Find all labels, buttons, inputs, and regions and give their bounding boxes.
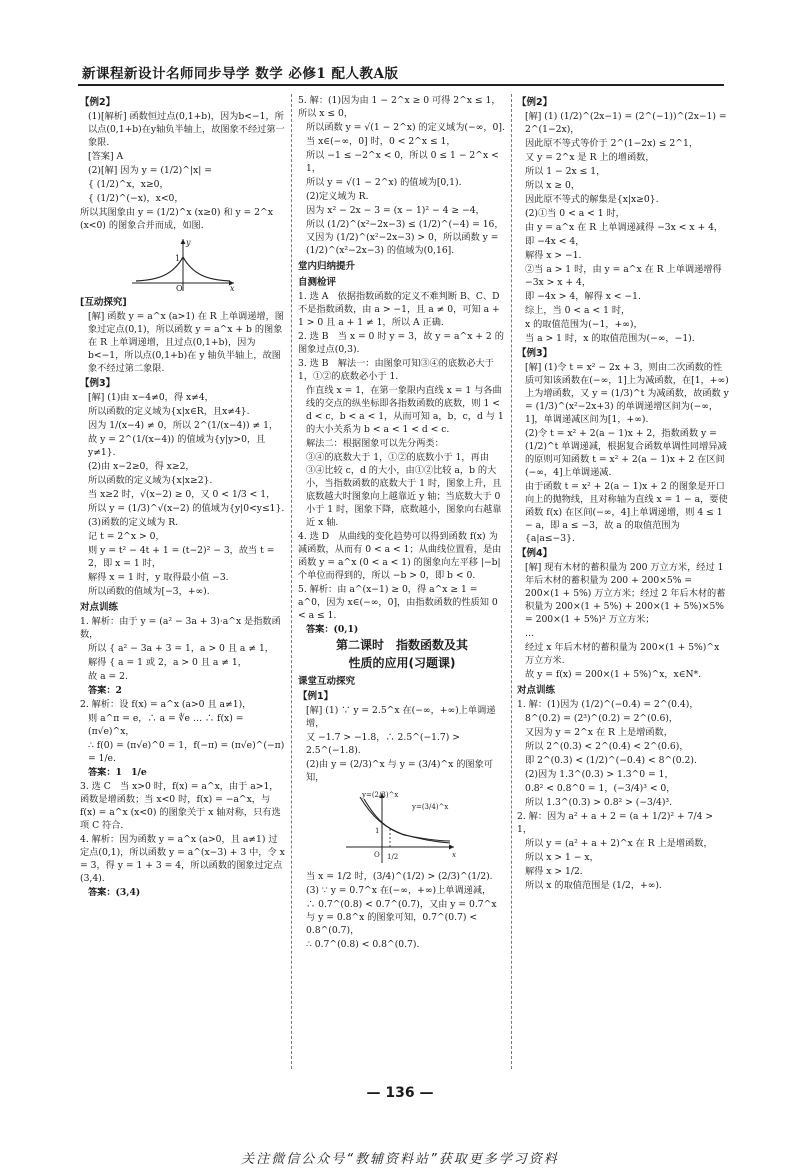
svg-text:y: y bbox=[186, 238, 191, 247]
text-line: [答案] A bbox=[88, 151, 124, 162]
svg-text:y=(3/4)^x: y=(3/4)^x bbox=[412, 803, 449, 811]
text-line: ③④的底数大于 1，①②的底数小于 1，再由③④比较 c，d 的大小，由①②比较 a，b 的大小，当指数函数的底数大于 1 时，图象上升，且底数越大时图象向上越靠近 y 轴；当底数大于 0 小于 1 时，图象下降，底数越小，图象向右越靠近 x 轴. bbox=[306, 452, 502, 528]
column-divider bbox=[511, 94, 512, 1069]
text-line: 所以其图象由 y = (1/2)^x (x≥0) 和 y = 2^x (x<0) 的图象合并而成，如图. bbox=[80, 207, 273, 231]
text-line: 1. 解析：由于 y = (a² − 3a + 3)·a^x 是指数函数， bbox=[80, 616, 281, 640]
column-1 bbox=[80, 94, 286, 1069]
text-line: (3)函数的定义域为 R. bbox=[88, 517, 179, 528]
text-line: (2)[解] 因为 y = (1/2)^|x| = bbox=[88, 165, 212, 176]
text-line: 故 a = 2. bbox=[88, 671, 128, 682]
text-line: 由于函数 t = x² + 2(a − 1)x + 2 的图象是开口向上的抛物线，且对称轴为直线 x = 1 − a，要使函数 f(x) 在区间(−∞，4]上单调递增，则 4 ≤ 1 − a，即 a ≤ −3，故 a 的取值范围为{a|a≤−3}. bbox=[525, 481, 728, 544]
text-line: 2. 解析：设 f(x) = a^x (a>0 且 a≠1)， bbox=[80, 699, 252, 710]
text-line: (3) ∵ y = 0.7^x 在(−∞，+∞)上单调递减， bbox=[306, 885, 492, 896]
svg-text:y=(2/3)^x: y=(2/3)^x bbox=[362, 791, 399, 799]
text-line: [解] (1)令 t = x² − 2x + 3，则由二次函数的性质可知该函数在(−∞，1]上为减函数，在[1，+∞)上为增函数，又 y = (1/3)^t 为减函数，故函数 y = (1/3)^(x²−2x+3) 的单调递增区间为(−∞，1]，单调递减区间为[1，+∞). bbox=[525, 362, 729, 425]
example-heading: 【例3】 bbox=[80, 378, 116, 389]
text-line: 所以 y = √(1 − 2^x) 的值域为[0,1). bbox=[306, 177, 462, 188]
page-header: 新课程新设计名师同步导学 数学 必修1 配人教A版 bbox=[82, 66, 399, 82]
text-line: { (1/2)^(−x)，x<0， bbox=[88, 193, 184, 204]
example-heading: 【例4】 bbox=[517, 548, 553, 559]
text-line: 1. 选 A 依据指数函数的定义不难判断 B、C、D 不是指数函数，由 a > −1，且 a ≠ 0，可知 a + 1 > 0 且 a + 1 ≠ 1，所以 A 正确. bbox=[298, 291, 500, 328]
header-rule bbox=[78, 84, 724, 86]
text-line: 当 x = 1/2 时，(3/4)^(1/2) > (2/3)^(1/2). bbox=[306, 871, 493, 882]
text-line: 解得 x > 1/2. bbox=[525, 866, 583, 877]
text-line: 所以 y = (a² + a + 2)^x 在 R 上是增函数， bbox=[525, 838, 713, 849]
svg-text:O: O bbox=[176, 284, 183, 293]
text-line: [解] (1) (1/2)^(2x−1) = (2^(−1))^(2x−1) = 2^(1−2x)， bbox=[525, 111, 727, 135]
text-line: 4. 选 D 从曲线的变化趋势可以得到函数 f(x) 为减函数，从而有 0 < a < 1；从曲线位置看，是由函数 y = a^x (0 < a < 1) 的图象向左平移 |−b| 个单位而得到的，所以 −b > 0，即 b < 0. bbox=[298, 531, 502, 581]
text-line: [解] (1)由 x−4≠0，得 x≠4， bbox=[88, 392, 214, 403]
text-line: 5. 解析：由 a^(x−1) ≥ 0，得 a^x ≥ 1 = a^0，因为 x∈(−∞，0]，由指数函数的性质知 0 < a ≤ 1. bbox=[298, 584, 498, 621]
text-line: 5. 解：(1)因为由 1 − 2^x ≥ 0 可得 2^x ≤ 1，所以 x ≤ 0， bbox=[298, 95, 501, 119]
text-line: [解] (1) ∵ y = 2.5^x 在(−∞，+∞)上单调递增， bbox=[306, 705, 496, 729]
text-line: … bbox=[525, 628, 535, 639]
text-line: 所以函数的定义域为{x|x≥2}. bbox=[88, 475, 213, 486]
column-3 bbox=[517, 94, 729, 1069]
text-line: 作直线 x = 1，在第一象限内直线 x = 1 与各曲线的交点的纵坐标即各指数函数的底数，则 1 < d < c，b < a < 1，从而可知 a，b，c，d 与 1 的大小关系为 b < a < 1 < d < c. bbox=[306, 385, 504, 435]
section-heading: 对点训练 bbox=[80, 602, 119, 613]
text-line: 2. 选 B 当 x = 0 时 y = 3，故 y = a^x + 2 的图象过点(0,3). bbox=[298, 331, 504, 355]
text-line: ②当 a > 1 时，由 y = a^x 在 R 上单调递增得 −3x > x + 4， bbox=[525, 264, 722, 288]
text-line: 由 y = a^x 在 R 上单调递减得 −3x < x + 4， bbox=[525, 222, 724, 233]
text-line: (2)定义域为 R. bbox=[306, 191, 369, 202]
section-heading: 自测检评 bbox=[298, 277, 337, 288]
text-line: 1. 解：(1)因为 (1/2)^(−0.4) = 2^(0.4)， bbox=[517, 699, 699, 710]
text-line: (1)[解析] 函数恒过点(0,1+b)，因为b<−1，所以点(0,1+b)在y轴负半轴上，故图象不经过第一象限. bbox=[88, 111, 285, 148]
section-heading: [互动探究] bbox=[80, 297, 127, 308]
text-line: (2)由 x−2≥0，得 x≥2， bbox=[88, 461, 195, 472]
text-line: 所以 x > 1 − x， bbox=[525, 852, 599, 863]
text-line: 3. 选 B 解法一：由图象可知③④的底数必大于 1，①②的底数必小于 1. bbox=[298, 358, 494, 382]
text-line: 因为 x² − 2x − 3 = (x − 1)² − 4 ≥ −4， bbox=[306, 205, 485, 216]
text-line: 所以 1.3^(0.3) > 0.8² > (−3/4)³. bbox=[525, 797, 673, 808]
svg-text:x: x bbox=[230, 284, 235, 293]
text-line: 答案：2 bbox=[88, 685, 122, 696]
text-line: 3. 选 C 当 x>0 时，f(x) = a^x，由于 a>1，函数是增函数；当 x<0 时，f(x) = −a^x，与 f(x) = a^x (x<0) 的图象关于 x 轴对称，只有选项 C 符合. bbox=[80, 781, 281, 831]
text-line: 所以 2^(0.3) < 2^(0.4) < 2^(0.6)， bbox=[525, 741, 689, 752]
text-line: 即 −4x > 4，解得 x < −1. bbox=[525, 291, 641, 302]
text-line: (2)令 t = x² + 2(a − 1)x + 2，指数函数 y = (1/2)^t 单调递减，根据复合函数单调性同增异减的原则可知函数 t = x² + 2(a − 1)x + 2 在区间(−∞，4]上单调递减. bbox=[525, 428, 727, 478]
svg-text:1: 1 bbox=[375, 827, 380, 835]
text-line: 当 a > 1 时，x 的取值范围为(−∞，−1). bbox=[525, 333, 695, 344]
text-line: 解法二：根据图象可以先分两类： bbox=[306, 438, 444, 449]
text-line: 故 y = f(x) = 200×(1 + 5%)^x，x∈N*. bbox=[525, 669, 702, 680]
text-line: ∴ f(0) = (ᴨ√e)^0 = 1，f(−π) = (ᴨ√e)^(−π) = 1/e. bbox=[88, 740, 285, 764]
lesson-title: 第二课时 指数函数及其 bbox=[335, 638, 468, 652]
section-heading: 对点训练 bbox=[517, 685, 556, 696]
example-heading: 【例2】 bbox=[80, 97, 116, 108]
function-graph bbox=[80, 235, 286, 293]
text-line: 答案：(0,1) bbox=[306, 624, 359, 635]
text-line: [解] 函数 y = a^x (a>1) 在 R 上单调递增，图象过定点(0,1)，所以函数 y = a^x + b 的图象在 R 上单调递增，且过点(0,1+b)，因为 b<−1，所以点(0,1+b)在 y 轴负半轴上，故图象不经过第二象限. bbox=[88, 311, 284, 374]
text-line: 所以 x 的取值范围是 (1/2，+∞). bbox=[525, 880, 662, 891]
svg-text:1/2: 1/2 bbox=[387, 853, 399, 861]
svg-text:O: O bbox=[374, 851, 380, 859]
text-line: 又 y = 2^x 是 R 上的增函数， bbox=[525, 152, 655, 163]
text-line: 答案：1 1/e bbox=[88, 767, 147, 778]
column-2 bbox=[298, 94, 506, 1069]
text-line: ∴ 0.7^(0.8) < 0.7^(0.7)，又由 y = 0.7^x 与 y = 0.8^x 的图象可知，0.7^(0.7) < 0.8^(0.7)， bbox=[306, 899, 497, 936]
column-divider bbox=[291, 94, 292, 1069]
text-line: ∴ 0.7^(0.8) < 0.8^(0.7). bbox=[306, 939, 420, 950]
section-heading: 堂内归纳提升 bbox=[298, 261, 356, 272]
example-heading: 【例1】 bbox=[298, 691, 334, 702]
svg-text:1: 1 bbox=[175, 254, 181, 263]
text-line: 所以函数 y = √(1 − 2^x) 的定义域为(−∞，0]. bbox=[306, 122, 505, 133]
text-line: 所以函数的定义域为{x|x∈R，且x≠4}. bbox=[88, 406, 250, 417]
text-line: 则 a^π = e，∴ a = ∜e … ∴ f(x) = (ᴨ√e)^x， bbox=[88, 713, 244, 737]
text-line: 所以 −1 ≤ −2^x < 0，所以 0 ≤ 1 − 2^x < 1， bbox=[306, 150, 499, 174]
text-line: 解得 { a = 1 或 2，a > 0 且 a ≠ 1， bbox=[88, 657, 247, 668]
text-line: [解] 现有木材的蓄积量为 200 万立方米，经过 1 年后木材的蓄积量为 200 + 200×5% = 200×(1 + 5%) 万立方米；经过 2 年后木材的蓄积量为 200×(1 + 5%) + 200×(1 + 5%)×5% = 200×(1 + 5%)² 万立方米； bbox=[525, 562, 726, 625]
text-line: 8^(0.2) = (2³)^(0.2) = 2^(0.6)， bbox=[525, 713, 679, 724]
text-line: 经过 x 年后木材的蓄积量为 200×(1 + 5%)^x 万立方米. bbox=[525, 642, 720, 666]
text-line: 所以 y = (1/3)^√(x−2) 的值域为{y|0<y≤1}. bbox=[88, 503, 285, 514]
text-line: 4. 解析：因为函数 y = a^x (a>0，且 a≠1) 过定点(0,1)，所以函数 y = a^(x−3) + 3 中，令 x = 3，得 y = 1 + 3 = 4，所以函数的图象过定点(3,4). bbox=[80, 834, 285, 884]
text-line: 即 2^(0.3) < (1/2)^(−0.4) < 8^(0.2). bbox=[525, 755, 697, 766]
text-line: x 的取值范围为(−1，+∞)， bbox=[525, 319, 643, 330]
lesson-title: 性质的应用(习题课) bbox=[348, 656, 456, 670]
page-number: — 136 — bbox=[366, 1085, 434, 1101]
text-line: 又 −1.7 > −1.8，∴ 2.5^(−1.7) > 2.5^(−1.8). bbox=[306, 732, 460, 756]
text-line: 记 t = 2^x > 0， bbox=[88, 531, 165, 542]
section-heading: 课堂互动探究 bbox=[298, 676, 356, 687]
text-line: (2)因为 1.3^(0.3) > 1.3^0 = 1， bbox=[525, 769, 674, 780]
text-line: 当 x∈(−∞，0] 时，0 < 2^x ≤ 1， bbox=[306, 136, 456, 147]
text-line: 解得 x = 1 时，y 取得最小值 −3. bbox=[88, 572, 229, 583]
text-line: 因此原不等式的解集是{x|x≥0}. bbox=[525, 194, 659, 205]
text-line: (2)由 y = (2/3)^x 与 y = (3/4)^x 的图象可知， bbox=[306, 759, 493, 783]
text-line: 所以函数的值域为[−3，+∞). bbox=[88, 586, 210, 597]
text-line: 因为 1/(x−4) ≠ 0，所以 2^(1/(x−4)) ≠ 1， bbox=[88, 420, 279, 431]
text-line: 因此原不等式等价于 2^(1−2x) ≤ 2^1， bbox=[525, 138, 699, 149]
example-heading: 【例2】 bbox=[517, 97, 553, 108]
text-line: 即 −4x < 4， bbox=[525, 236, 585, 247]
text-line: 答案：(3,4) bbox=[88, 887, 141, 898]
text-line: 所以 x ≥ 0， bbox=[525, 180, 581, 191]
svg-text:x: x bbox=[452, 851, 456, 859]
example-heading: 【例3】 bbox=[517, 348, 553, 359]
comparison-graph bbox=[298, 787, 506, 867]
text-line: { (1/2)^x，x≥0， bbox=[88, 179, 169, 190]
text-line: 所以 { a² − 3a + 3 = 1，a > 0 且 a ≠ 1， bbox=[88, 643, 274, 654]
text-line: 0.8² < 0.8^0 = 1，(−3/4)³ < 0， bbox=[525, 783, 676, 794]
footer-watermark: 关注微信公众号“教辅资料站”获取更多学习资料 bbox=[241, 1152, 559, 1167]
text-line: 所以 1 − 2x ≤ 1， bbox=[525, 166, 606, 177]
text-line: 又因为 y = 2^x 在 R 上是增函数， bbox=[525, 727, 673, 738]
text-line: 2. 解：因为 a² + a + 2 = (a + 1/2)² + 7/4 > 1， bbox=[517, 811, 714, 835]
text-line: (2)①当 0 < a < 1 时， bbox=[525, 208, 625, 219]
text-line: 解得 x > −1. bbox=[525, 250, 582, 261]
text-line: 故 y = 2^(1/(x−4)) 的值域为{y|y>0，且y≠1}. bbox=[88, 434, 266, 458]
text-line: 综上，当 0 < a < 1 时， bbox=[525, 305, 631, 316]
text-line: 所以 (1/2)^(x²−2x−3) ≤ (1/2)^(−4) = 16，又因为 (1/2)^(x²−2x−3) > 0，所以函数 y = (1/2)^(x²−2x−3) 的值域为(0,16]. bbox=[306, 219, 504, 256]
text-line: 则 y = t² − 4t + 1 = (t−2)² − 3，故当 t = 2，即 x = 1 时， bbox=[88, 545, 275, 569]
text-line: 当 x≥2 时，√(x−2) ≥ 0，又 0 < 1/3 < 1， bbox=[88, 489, 276, 500]
